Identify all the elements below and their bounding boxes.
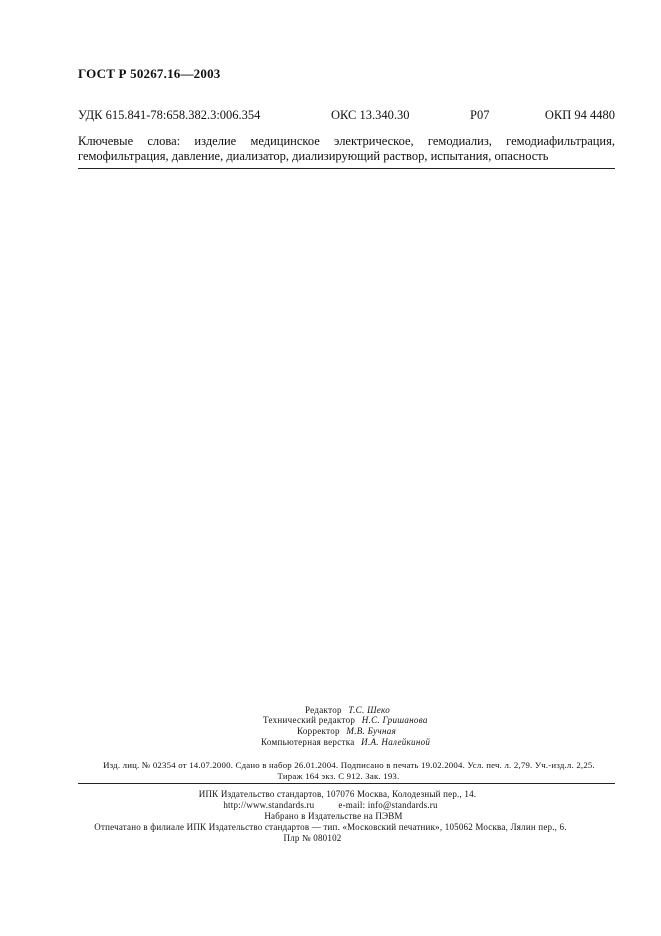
top-divider	[78, 168, 615, 169]
oks-code: ОКС 13.340.30	[331, 108, 410, 122]
typeset-note: Набрано в Издательстве на ПЭВМ	[264, 811, 403, 821]
editor-label: Редактор	[305, 705, 342, 715]
corrector-line	[297, 726, 396, 737]
publication-details	[0, 760, 661, 770]
publication-line-1: Изд. лиц. № 02354 от 14.07.2000. Сдано в набор 26.01.2004. Подписано в печать 19.02.2004. Усл. печ. л. 2,79. Уч.-изд.л. 2,25.	[103, 760, 595, 770]
editor-name: Т.С. Шеко	[348, 705, 391, 715]
publisher-website: http://www.standards.ru	[223, 800, 315, 810]
publisher-email: e-mail: info@standards.ru	[338, 800, 438, 810]
printed-by-line	[0, 822, 661, 833]
publisher-footer	[0, 789, 661, 844]
printed-by: Отпечатано в филиале ИПК Издательство стандартов — тип. «Московский печатник», 105062 Москва, Лялин пер., 6.	[94, 822, 567, 832]
typeset-line	[0, 811, 661, 822]
publisher-address-line	[0, 789, 661, 800]
publisher-contacts-line	[0, 800, 661, 811]
tech-editor-line	[263, 715, 428, 726]
publication-line-2: Тираж 164 экз. С 912. Зак. 193.	[277, 771, 400, 781]
layout-label: Компьютерная верстка	[261, 737, 355, 747]
classification-row	[78, 108, 615, 124]
corrector-name: М.В. Бучная	[346, 726, 397, 736]
license-line	[0, 833, 661, 844]
bottom-divider	[78, 783, 615, 784]
okp-code: ОКП 94 4480	[544, 108, 615, 122]
layout-line	[261, 737, 430, 748]
standard-number: ГОСТ Р 50267.16—2003	[78, 66, 221, 81]
layout-name: И.А. Налейкиной	[361, 737, 431, 747]
printing-license: Плр № 080102	[283, 833, 342, 843]
tech-editor-label: Технический редактор	[263, 715, 356, 725]
print-run-details	[0, 771, 661, 781]
tech-editor-name: Н.С. Гришанова	[361, 715, 428, 725]
corrector-label: Корректор	[297, 726, 340, 736]
keywords-paragraph: Ключевые слова: изделие медицинское электрическое, гемодиализ, гемодиафильтрация, гемофильтрация, давление, диализатор, диализирующий раствор, испытания, опасность	[78, 134, 615, 163]
editor-line	[305, 705, 390, 716]
group-code: Р07	[470, 108, 490, 122]
udk-code: УДК 615.841-78:658.382.3:006.354	[78, 108, 261, 122]
publisher-address: ИПК Издательство стандартов, 107076 Москва, Колодезный пер., 14.	[198, 789, 477, 799]
